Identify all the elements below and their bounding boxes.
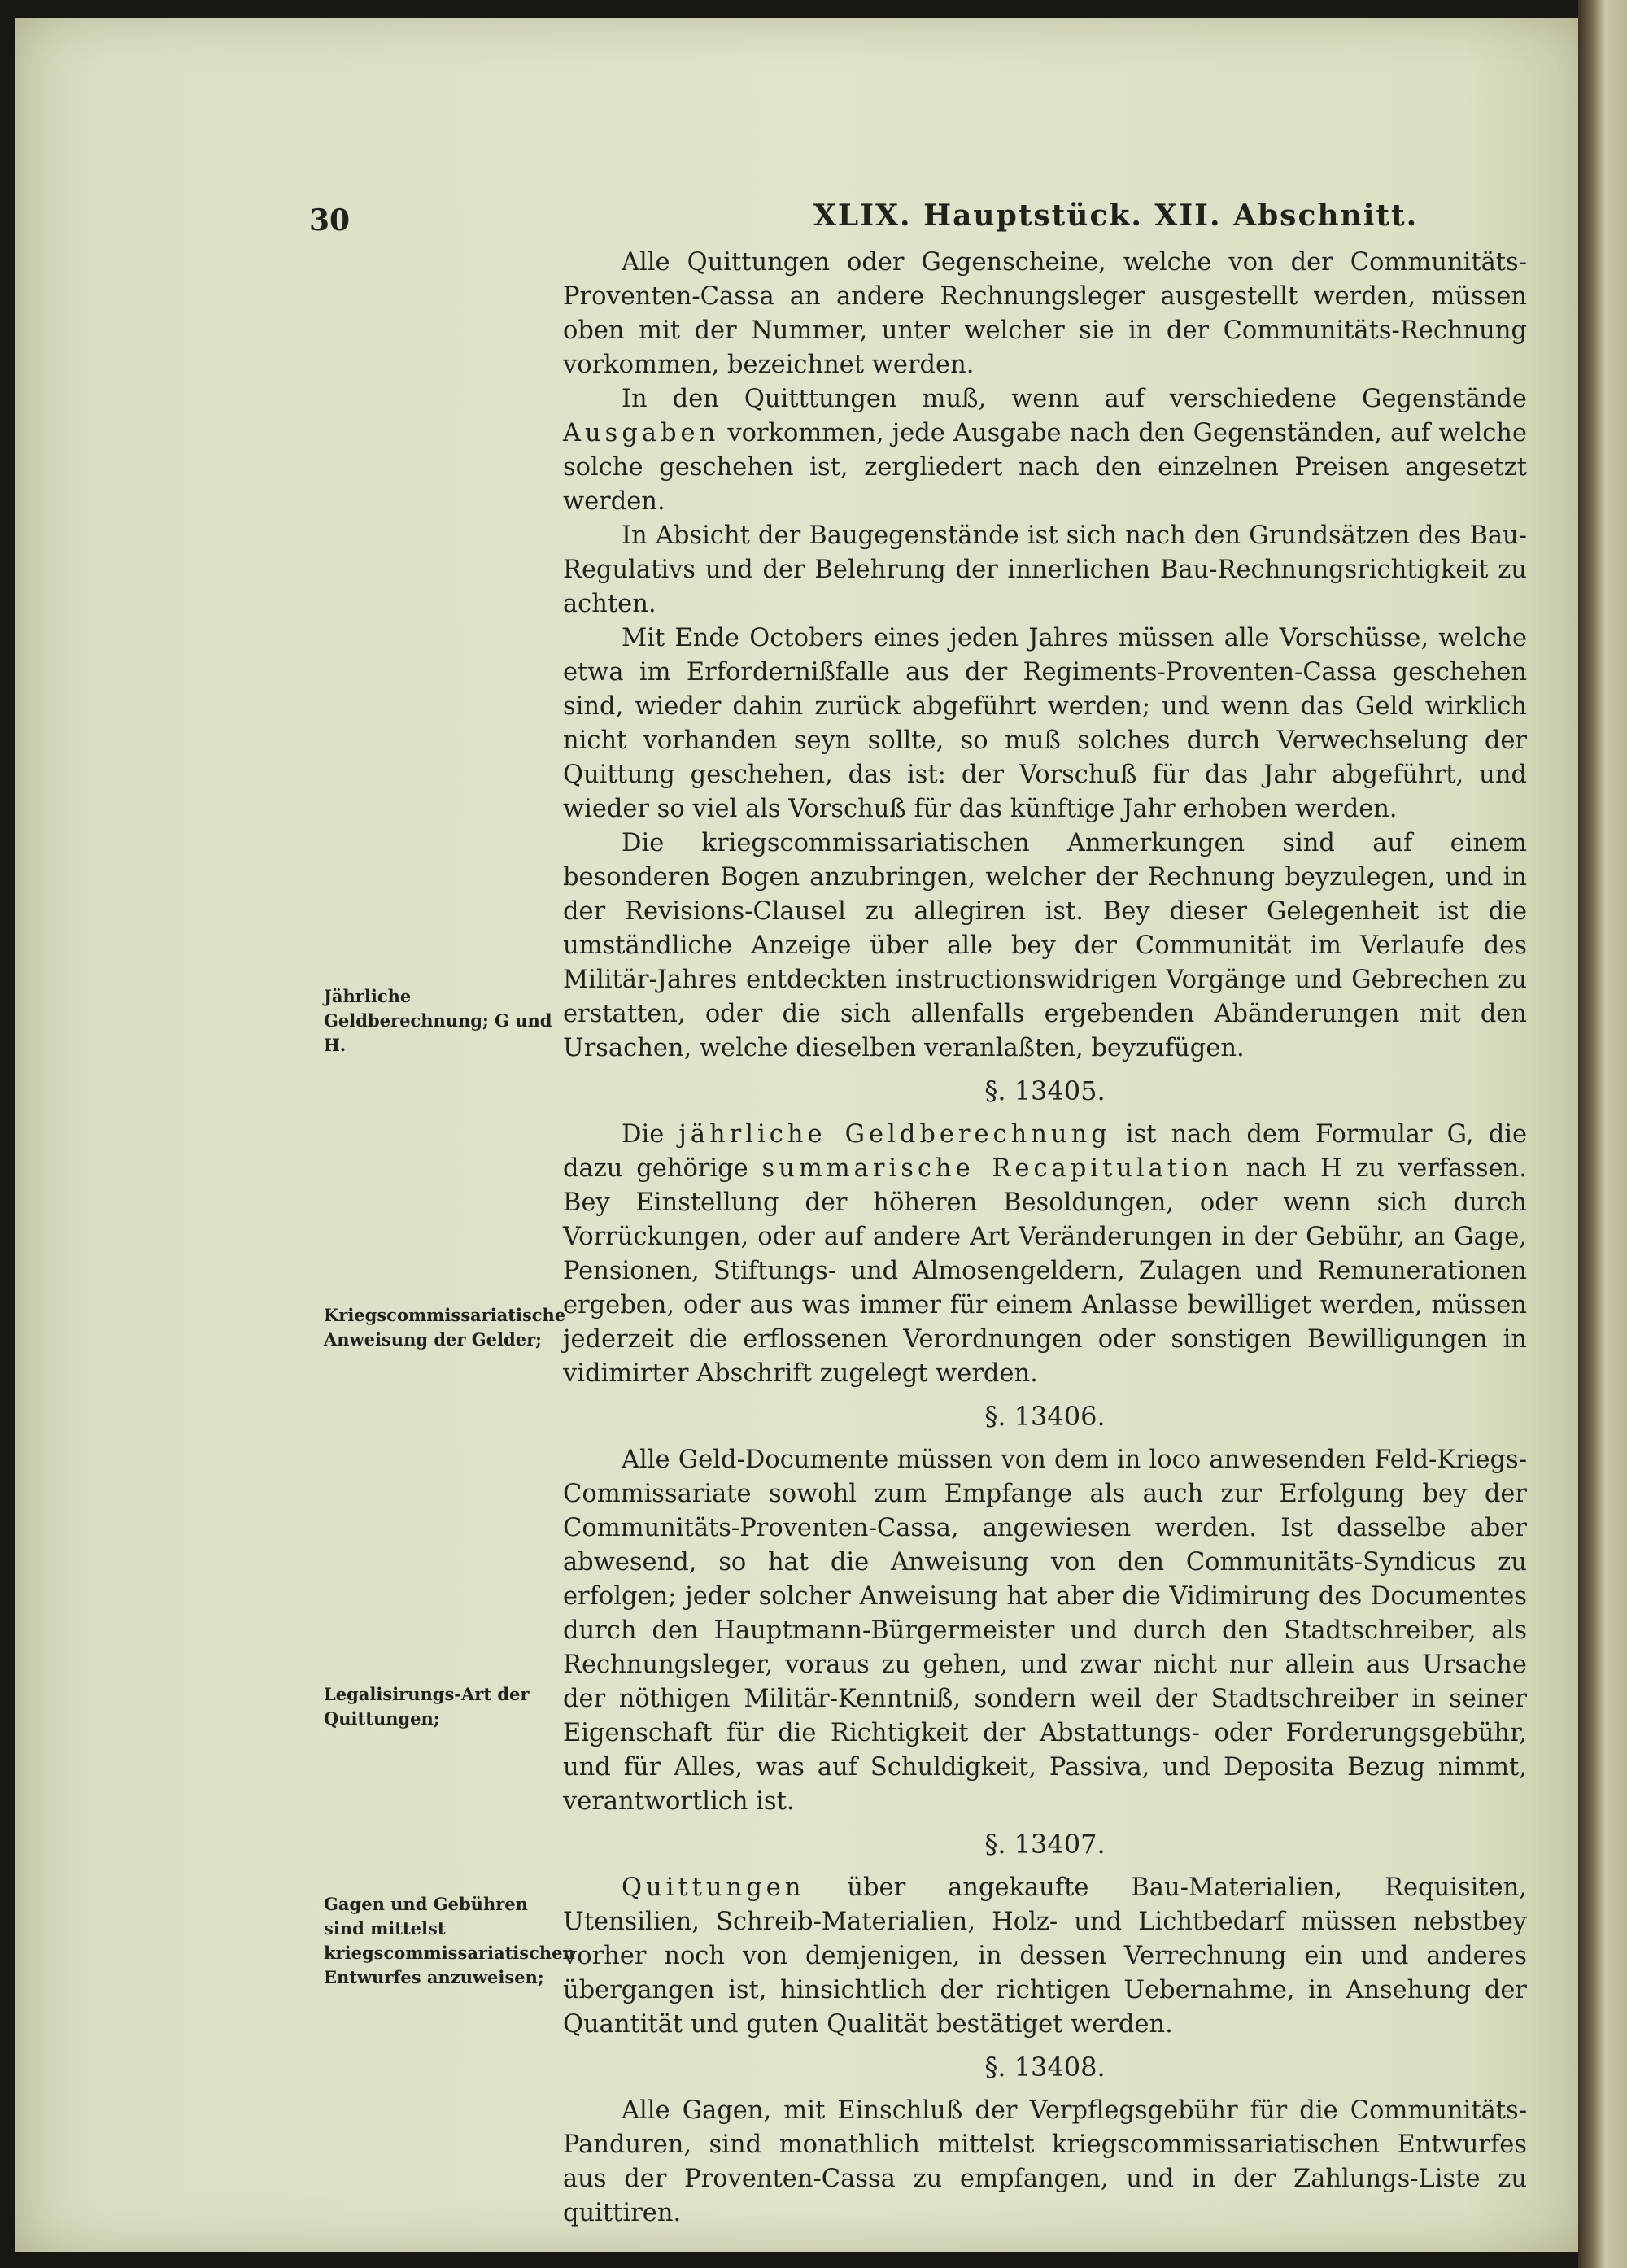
margin-note-13407: Legalisirungs-Art der Quittungen;	[324, 1684, 530, 1729]
text-run: ist nach dem Formular G, die dazu gehörige	[563, 1120, 1528, 1183]
section-number-13407: §. 13407.	[984, 1829, 1106, 1860]
text-run: über angekaufte Bau-Materialien, Requisiten, Utensilien, Schreib-Materialien, Holz- und Lichtbedarf müssen nebstbey vorher noch von demjenigen, in dessen Verrechnung ein und anderes übergangen ist, hinsichtlich der richtigen Uebernahme, in Ansehung der Quantität und guten Qualität bestätiget werden.	[563, 1873, 1527, 2039]
paragraph-quittungen-nummer: Alle Quittungen oder Gegenscheine, welche von der Communitäts-Proventen-Cassa an andere Rechnungsleger ausgestellt werden, müssen oben mit der Nummer, unter welcher sie in der Communitäts-Rechnung vorkommen, bezeichnet werden.	[563, 248, 1527, 379]
text-run: Die	[622, 1120, 679, 1149]
section-text-13405	[563, 1118, 1527, 1391]
paragraph-baugegenstaende: In Absicht der Baugegenstände ist sich nach den Grundsätzen des Bau-Regulativs und der Belehrung der innerlichen Bau-Rechnungsrichtigkeit zu achten.	[563, 521, 1527, 618]
emphasis-quittungen: Quittungen	[622, 1873, 805, 1902]
emphasis-ausgaben: Ausgaben	[563, 419, 720, 447]
margin-note-13408: Gagen und Gebühren sind mittelst kriegscommissariatischen Entwurfes anzuweisen;	[324, 1894, 575, 1987]
page-fold-edge	[1578, 0, 1627, 2268]
margin-note-13406: Kriegscommissariatische Anweisung der Gelder;	[324, 1305, 566, 1350]
paragraph-quittungen-ausgaben	[563, 382, 1527, 519]
text-run: vorkommen, jede Ausgabe nach den Gegenständen, auf welche solche geschehen ist, zergliedert nach den einzelnen Preisen angesetzt werden.	[563, 419, 1527, 516]
paragraph-anmerkungen: Die kriegscommissariatischen Anmerkungen sind auf einem besonderen Bogen anzubringen, welcher der Rechnung beyzulegen, und in der Revisions-Clausel zu allegiren ist. Bey dieser Gelegenheit ist die umständliche Anzeige über alle bey der Communität im Verlaufe des Militär-Jahres entdeckten instructionswidrigen Vorgänge und Gebrechen zu erstatten, oder die sich allenfalls ergebenden Abänderungen mit den Ursachen, welche dieselben veranlaßten, beyzufügen.	[563, 829, 1527, 1062]
emphasis-recapitulation: summarische Recapitulation	[761, 1154, 1232, 1183]
emphasis-geldberechnung: jährliche Geldberechnung	[678, 1120, 1111, 1149]
page-number: 30	[309, 203, 351, 238]
paragraph-vorschuesse: Mit Ende Octobers eines jeden Jahres müssen alle Vorschüsse, welche etwa im Erfordernißfalle aus der Regiments-Proventen-Cassa geschehen sind, wieder dahin zurück abgeführt werden; und wenn das Geld wirklich nicht vorhanden seyn sollte, so muß solches durch Verwechselung der Quittung geschehen, das ist: der Vorschuß für das Jahr abgeführt, und wieder so viel als Vorschuß für das künftige Jahr erhoben werden.	[563, 624, 1527, 823]
section-text-13406: Alle Geld-Documente müssen von dem in loco anwesenden Feld-Kriegs-Commissariate sowohl zum Empfange als auch zur Erfolgung bey der Communitäts-Proventen-Cassa, angewiesen werden. Ist dasselbe aber abwesend, so hat die Anweisung von den Communitäts-Syndicus zu erfolgen; jeder solcher Anweisung hat aber die Vidimirung des Documentes durch den Hauptmann-Bürgermeister und durch den Stadtschreiber, als Rechnungsleger, voraus zu gehen, und zwar nicht nur allein aus Ursache der nöthigen Militär-Kenntniß, sondern weil der Stadtschreiber in seiner Eigenschaft für die Richtigkeit der Abstattungs- oder Forderungsgebühr, und für Alles, was auf Schuldigkeit, Passiva, und Deposita Bezug nimmt, verantwortlich ist.	[563, 1446, 1527, 1816]
book-page	[15, 18, 1591, 2252]
section-text-13408: Alle Gagen, mit Einschluß der Verpflegsgebühr für die Communitäts-Panduren, sind monathlich mittelst kriegscommissariatischen Entwurfes aus der Proventen-Cassa zu empfangen, und in der Zahlungs-Liste zu quittiren.	[563, 2096, 1527, 2227]
margin-note-13405: Jährliche Geldberechnung; G und H.	[324, 986, 552, 1055]
section-number-13408: §. 13408.	[984, 2052, 1106, 2083]
section-number-13405: §. 13405.	[984, 1075, 1106, 1106]
text-run: nach H zu verfassen. Bey Einstellung der höheren Besoldungen, oder wenn sich durch Vorrückungen, oder auf andere Art Veränderungen in der Gebühr, an Gage, Pensionen, Stiftungs- und Almosengeldern, Zulagen und Remunerationen ergeben, oder aus was immer für einem Anlasse bewilliget werden, müssen jederzeit die erflossenen Verordnungen oder sonstigen Bewilligungen in vidimirter Abschrift zugelegt werden.	[563, 1154, 1527, 1388]
text-run: In den Quitttungen muß, wenn auf verschiedene Gegenstände	[622, 385, 1527, 413]
body-text	[563, 246, 1527, 2231]
section-text-13407	[563, 1871, 1527, 2042]
running-title: XLIX. Hauptstück. XII. Abschnitt.	[814, 198, 1419, 233]
section-number-13406: §. 13406.	[984, 1401, 1106, 1432]
